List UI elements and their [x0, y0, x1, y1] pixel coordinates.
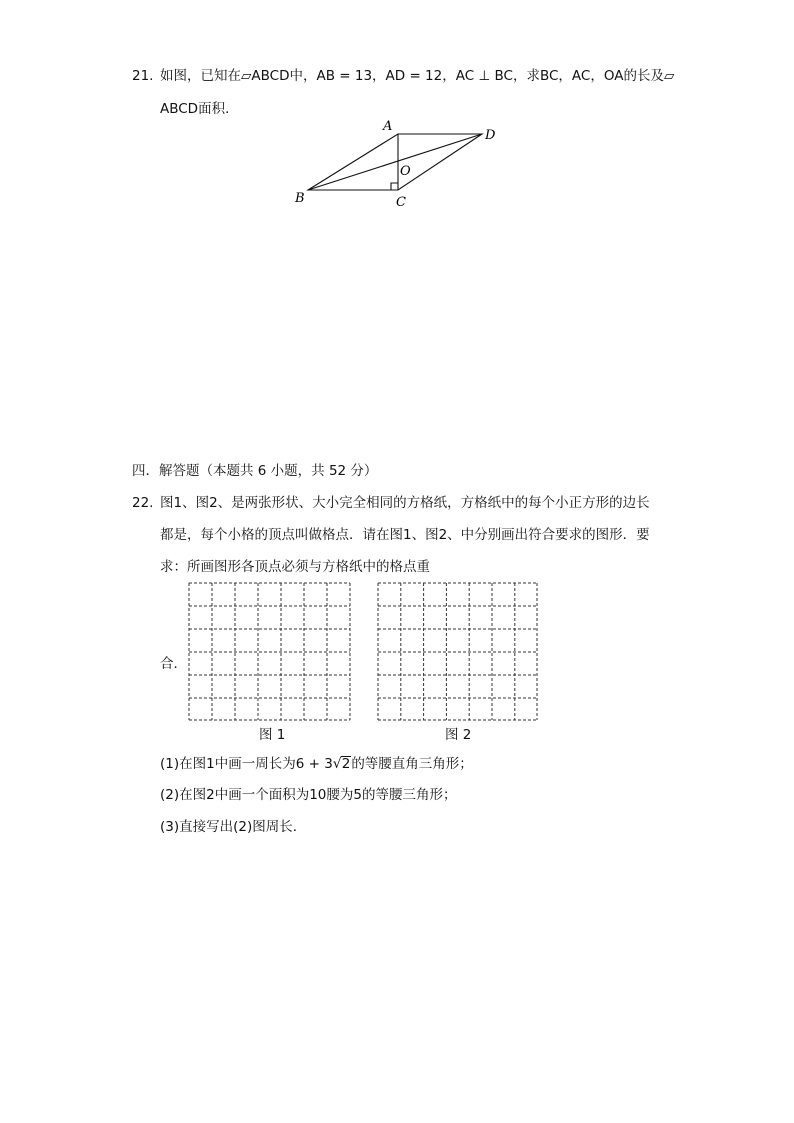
- grid-figure-2: [377, 582, 539, 722]
- q22-text-line2: 都是，每个小格的顶点叫做格点．请在图1、图2、中分别画出符合要求的图形．要: [160, 527, 650, 543]
- label-c: C: [396, 195, 406, 210]
- q21-number: 21.: [132, 68, 154, 84]
- q22-part2: (2)在图2中画一个面积为10腰为5的等腰三角形；: [160, 787, 457, 803]
- q22-text-line4: 合．: [160, 656, 187, 672]
- label-b: B: [295, 191, 305, 206]
- section-heading: 四．解答题（本题共 6 小题，共 52 分）: [132, 463, 378, 479]
- grid1-caption: 图 1: [259, 727, 286, 743]
- label-o: O: [400, 164, 411, 179]
- right-angle-mark: [391, 183, 398, 190]
- q22-text-line1: 图1、图2、是两张形状、大小完全相同的方格纸，方格纸中的每个小正方形的边长: [160, 495, 650, 511]
- grid2-caption: 图 2: [445, 727, 472, 743]
- q22-part3: (3)直接写出(2)图周长．: [160, 819, 307, 835]
- label-a: A: [383, 119, 393, 134]
- q21-text-line2: ABCD面积．: [160, 101, 239, 117]
- q22-part1-radicand: 2: [341, 756, 351, 772]
- q21-text-line1: 如图，已知在▱ABCD中，AB = 13，AD = 12，AC ⊥ BC，求BC，AC，OA的长及▱: [160, 68, 675, 84]
- diagonal-bd: [308, 134, 482, 190]
- label-d: D: [485, 128, 496, 143]
- grid-figure-1: [188, 582, 352, 722]
- q22-part1-suffix: 的等腰直角三角形；: [351, 756, 473, 772]
- q22-number: 22.: [132, 495, 154, 511]
- q22-part1: [160, 754, 473, 774]
- parallelogram-figure: [290, 118, 510, 210]
- q22-text-line3: 求：所画图形各顶点必须与方格纸中的格点重: [160, 559, 430, 575]
- sqrt-sign: √: [332, 756, 342, 772]
- q22-part1-prefix: (1)在图1中画一周长为6 + 3: [160, 756, 333, 772]
